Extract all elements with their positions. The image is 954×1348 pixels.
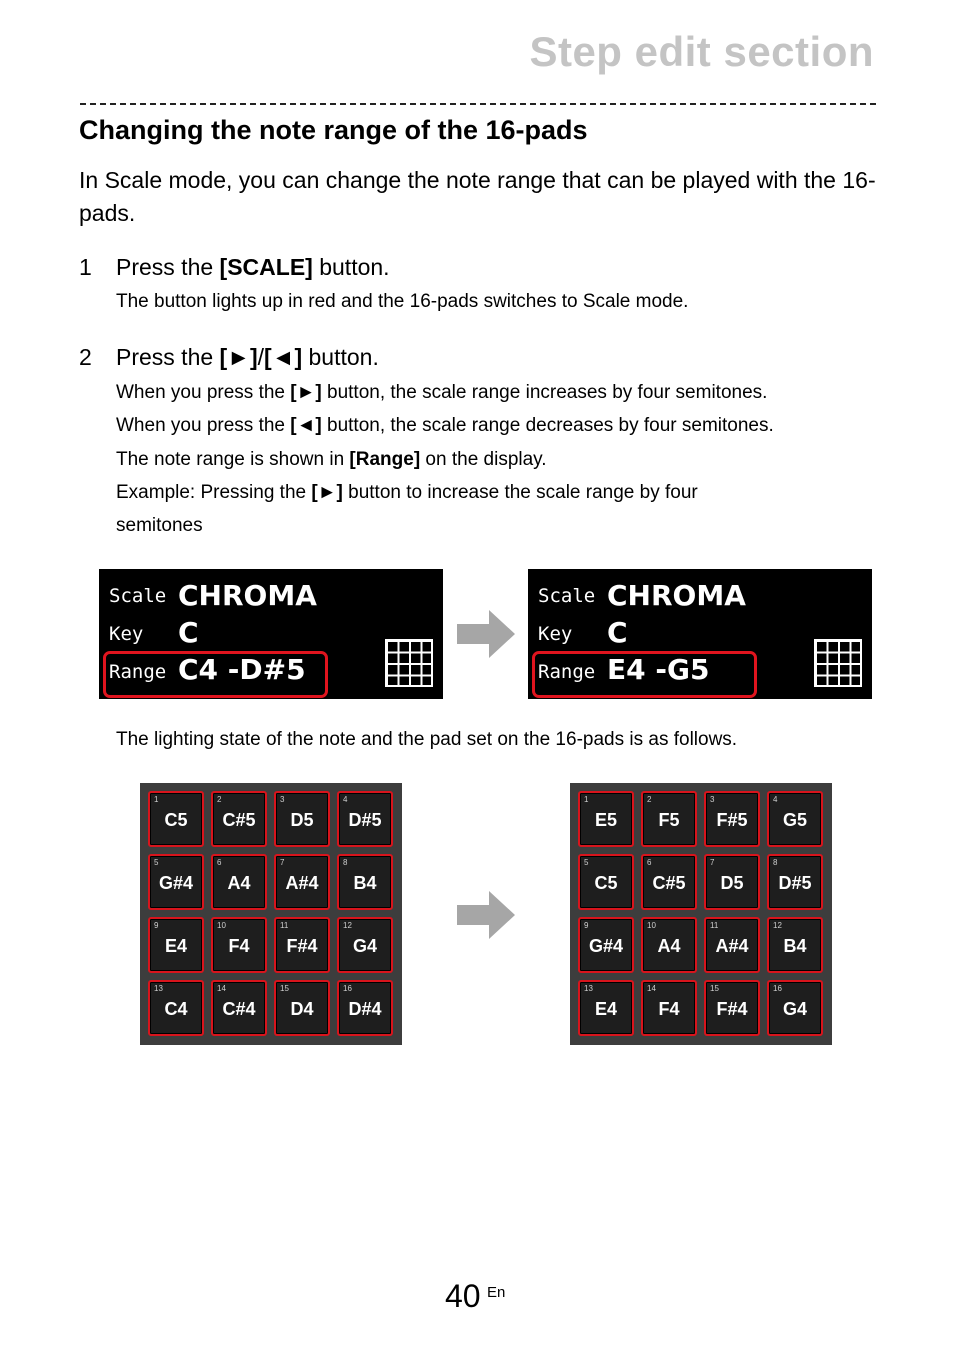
pad-11 bbox=[274, 917, 330, 973]
pad-6 bbox=[641, 854, 697, 910]
pad-number: 11 bbox=[280, 921, 289, 930]
pad-grid-after bbox=[570, 783, 832, 1045]
pad-note: F#4 bbox=[286, 936, 318, 956]
pad-number: 7 bbox=[710, 858, 715, 867]
pad-number: 2 bbox=[647, 795, 652, 804]
pad-note: D#5 bbox=[778, 873, 812, 893]
pad-number: 7 bbox=[280, 858, 285, 867]
intro-paragraph: In Scale mode, you can change the note range that can be played with the 16-pads. bbox=[79, 167, 876, 226]
pad-number: 4 bbox=[773, 795, 778, 804]
pad-number: 8 bbox=[343, 858, 348, 867]
pad-note: C5 bbox=[594, 873, 618, 893]
pad-note: G4 bbox=[352, 936, 377, 956]
scale-label: Scale bbox=[109, 585, 167, 607]
range-value: C4 -D#5 bbox=[178, 653, 306, 686]
pad-12 bbox=[337, 917, 393, 973]
step-2-detail-1: When you press the [►] button, the scale range increases by four semitones. bbox=[116, 382, 768, 403]
arrow-right-icon bbox=[457, 610, 515, 658]
scale-label: Scale bbox=[538, 585, 596, 607]
step-1-detail: The button lights up in red and the 16-pads switches to Scale mode. bbox=[116, 291, 689, 312]
pad-number: 1 bbox=[154, 795, 159, 804]
lighting-caption: The lighting state of the note and the pad set on the 16-pads is as follows. bbox=[116, 729, 738, 750]
pad-note: F4 bbox=[228, 936, 250, 956]
pad-number: 13 bbox=[154, 984, 163, 993]
pad-note: E5 bbox=[594, 810, 618, 830]
pad-number: 2 bbox=[217, 795, 222, 804]
pad-16 bbox=[337, 980, 393, 1036]
pad-14 bbox=[211, 980, 267, 1036]
pad-note: C#5 bbox=[652, 873, 686, 893]
pad-number: 1 bbox=[584, 795, 589, 804]
pad-note: C#4 bbox=[222, 999, 256, 1019]
pad-note: G#4 bbox=[588, 936, 624, 956]
pad-9 bbox=[148, 917, 204, 973]
pad-note: B4 bbox=[783, 936, 807, 956]
step-2-detail-2: When you press the [◄] button, the scale range decreases by four semitones. bbox=[116, 415, 774, 436]
pad-number: 11 bbox=[710, 921, 719, 930]
pad-number: 6 bbox=[647, 858, 652, 867]
pad-3 bbox=[704, 791, 760, 847]
pad-number: 14 bbox=[217, 984, 226, 993]
pad-number: 15 bbox=[280, 984, 289, 993]
pad-5 bbox=[148, 854, 204, 910]
section-title: Step edit section bbox=[529, 28, 874, 75]
pad-note: F4 bbox=[658, 999, 680, 1019]
pad-2 bbox=[211, 791, 267, 847]
step-number: 2 bbox=[79, 344, 92, 370]
step-2-detail-5: semitones bbox=[116, 515, 203, 536]
pad-number: 6 bbox=[217, 858, 222, 867]
pad-number: 10 bbox=[217, 921, 226, 930]
pad-note: D4 bbox=[290, 999, 314, 1019]
pad-note: A#4 bbox=[715, 936, 749, 956]
pad-note: A4 bbox=[227, 873, 251, 893]
pad-grid-icon bbox=[814, 639, 862, 687]
pad-note: D#4 bbox=[348, 999, 382, 1019]
step-number: 1 bbox=[79, 254, 92, 280]
scale-value: CHROMA bbox=[178, 579, 317, 612]
pad-number: 3 bbox=[710, 795, 715, 804]
step-text: Press the [►]/[◄] button. bbox=[116, 344, 379, 370]
pad-number: 13 bbox=[584, 984, 593, 993]
pad-number: 12 bbox=[343, 921, 352, 930]
step-text: Press the [SCALE] button. bbox=[116, 254, 390, 280]
pad-note: A#4 bbox=[285, 873, 319, 893]
pad-1 bbox=[578, 791, 634, 847]
range-label: Range bbox=[109, 661, 167, 683]
pad-11 bbox=[704, 917, 760, 973]
pad-4 bbox=[337, 791, 393, 847]
language-code: En bbox=[487, 1284, 506, 1301]
pad-note: B4 bbox=[353, 873, 377, 893]
pad-6 bbox=[211, 854, 267, 910]
dashed-divider bbox=[80, 103, 876, 105]
pad-number: 14 bbox=[647, 984, 656, 993]
pad-number: 5 bbox=[584, 858, 589, 867]
pad-grid-before bbox=[140, 783, 402, 1045]
pad-7 bbox=[274, 854, 330, 910]
pad-8 bbox=[767, 854, 823, 910]
pad-10 bbox=[641, 917, 697, 973]
pad-note: F#4 bbox=[716, 999, 748, 1019]
page-number: 40 bbox=[445, 1278, 481, 1314]
pad-15 bbox=[274, 980, 330, 1036]
pad-9 bbox=[578, 917, 634, 973]
pad-note: C#5 bbox=[222, 810, 256, 830]
pad-note: C4 bbox=[164, 999, 188, 1019]
pad-5 bbox=[578, 854, 634, 910]
arrow-right-icon bbox=[457, 891, 515, 939]
pad-note: G#4 bbox=[158, 873, 194, 893]
pad-number: 15 bbox=[710, 984, 719, 993]
pad-note: F#5 bbox=[716, 810, 748, 830]
pad-number: 3 bbox=[280, 795, 285, 804]
display-after bbox=[528, 569, 872, 699]
step-2-detail-3: The note range is shown in [Range] on the display. bbox=[116, 449, 547, 470]
pad-3 bbox=[274, 791, 330, 847]
pad-note: E4 bbox=[594, 999, 618, 1019]
pad-note: F5 bbox=[658, 810, 680, 830]
pad-7 bbox=[704, 854, 760, 910]
pad-note: G5 bbox=[782, 810, 807, 830]
pad-note: D#5 bbox=[348, 810, 382, 830]
pad-note: G4 bbox=[782, 999, 807, 1019]
pad-15 bbox=[704, 980, 760, 1036]
pad-note: A4 bbox=[657, 936, 681, 956]
pad-13 bbox=[578, 980, 634, 1036]
pad-number: 16 bbox=[773, 984, 782, 993]
page-heading: Changing the note range of the 16-pads bbox=[79, 115, 588, 145]
key-value: C bbox=[178, 616, 199, 649]
pad-note: E4 bbox=[164, 936, 188, 956]
step-2-detail-4: Example: Pressing the [►] button to increase the scale range by four bbox=[116, 482, 698, 503]
key-label: Key bbox=[109, 623, 144, 645]
range-label: Range bbox=[538, 661, 596, 683]
pad-number: 16 bbox=[343, 984, 352, 993]
pad-number: 9 bbox=[154, 921, 159, 930]
pad-8 bbox=[337, 854, 393, 910]
key-value: C bbox=[607, 616, 628, 649]
pad-number: 8 bbox=[773, 858, 778, 867]
pad-number: 4 bbox=[343, 795, 348, 804]
pad-2 bbox=[641, 791, 697, 847]
pad-12 bbox=[767, 917, 823, 973]
pad-number: 12 bbox=[773, 921, 782, 930]
pad-number: 10 bbox=[647, 921, 656, 930]
pad-13 bbox=[148, 980, 204, 1036]
pad-10 bbox=[211, 917, 267, 973]
pad-note: C5 bbox=[164, 810, 188, 830]
pad-number: 9 bbox=[584, 921, 589, 930]
pad-note: D5 bbox=[290, 810, 314, 830]
pad-number: 5 bbox=[154, 858, 159, 867]
key-label: Key bbox=[538, 623, 573, 645]
pad-note: D5 bbox=[720, 873, 744, 893]
scale-value: CHROMA bbox=[607, 579, 746, 612]
pad-16 bbox=[767, 980, 823, 1036]
range-value: E4 -G5 bbox=[607, 653, 710, 686]
pad-4 bbox=[767, 791, 823, 847]
display-before bbox=[99, 569, 443, 699]
pad-grid-icon bbox=[385, 639, 433, 687]
pad-14 bbox=[641, 980, 697, 1036]
pad-1 bbox=[148, 791, 204, 847]
